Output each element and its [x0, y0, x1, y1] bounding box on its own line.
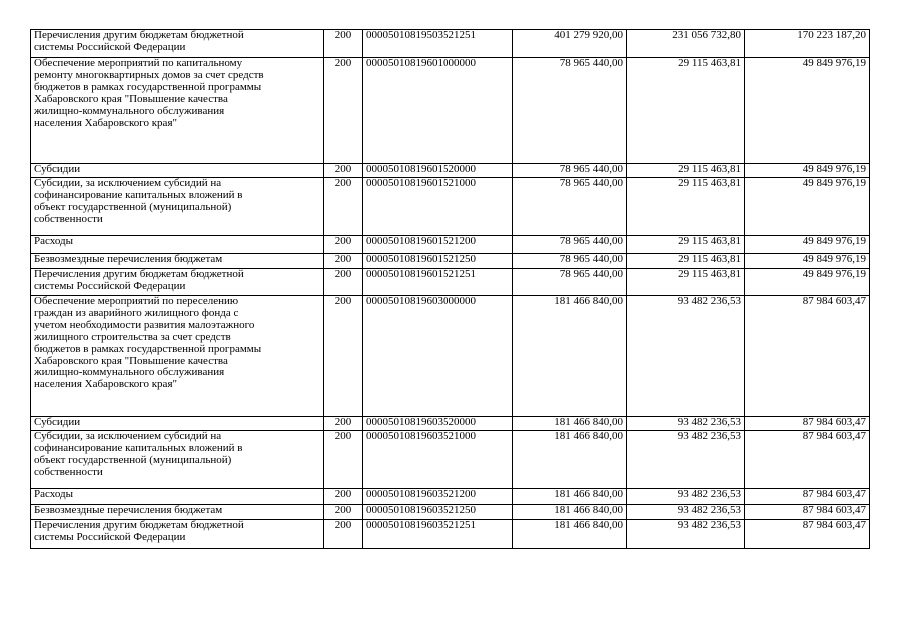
cell-remainder-amount: 87 984 603,47	[745, 431, 870, 489]
table-row	[31, 505, 870, 520]
cell-executed-amount: 93 482 236,53	[627, 417, 745, 431]
cell-budget-code: 00005010819601521000	[363, 178, 513, 236]
cell-remainder-amount: 49 849 976,19	[745, 236, 870, 254]
table-body	[31, 30, 870, 549]
cell-name: Расходы	[31, 489, 324, 505]
cell-remainder-amount: 87 984 603,47	[745, 520, 870, 549]
cell-remainder-amount: 49 849 976,19	[745, 269, 870, 296]
cell-budget-code: 00005010819603000000	[363, 296, 513, 417]
cell-name: Субсидии, за исключением субсидий на софинансирование капитальных вложений в объект государственной (муниципальной) собственности	[31, 431, 324, 489]
cell-approved-amount: 78 965 440,00	[513, 269, 627, 296]
cell-approved-amount: 78 965 440,00	[513, 178, 627, 236]
table-row	[31, 296, 870, 417]
cell-remainder-amount: 87 984 603,47	[745, 417, 870, 431]
budget-expenditure-table	[30, 29, 870, 549]
cell-budget-code: 00005010819603521250	[363, 505, 513, 520]
cell-approved-amount: 181 466 840,00	[513, 431, 627, 489]
cell-admin-code: 200	[324, 489, 363, 505]
cell-approved-amount: 181 466 840,00	[513, 520, 627, 549]
cell-admin-code: 200	[324, 431, 363, 489]
cell-executed-amount: 29 115 463,81	[627, 164, 745, 178]
cell-remainder-amount: 49 849 976,19	[745, 164, 870, 178]
cell-executed-amount: 29 115 463,81	[627, 236, 745, 254]
table-row	[31, 489, 870, 505]
cell-budget-code: 00005010819603521251	[363, 520, 513, 549]
cell-remainder-amount: 87 984 603,47	[745, 505, 870, 520]
cell-executed-amount: 29 115 463,81	[627, 254, 745, 269]
cell-executed-amount: 29 115 463,81	[627, 58, 745, 164]
cell-budget-code: 00005010819503521251	[363, 30, 513, 58]
cell-budget-code: 00005010819603521200	[363, 489, 513, 505]
table-row	[31, 417, 870, 431]
cell-admin-code: 200	[324, 178, 363, 236]
cell-budget-code: 00005010819601521250	[363, 254, 513, 269]
cell-name: Субсидии, за исключением субсидий на софинансирование капитальных вложений в объект государственной (муниципальной) собственности	[31, 178, 324, 236]
cell-executed-amount: 93 482 236,53	[627, 505, 745, 520]
table-row	[31, 254, 870, 269]
cell-executed-amount: 93 482 236,53	[627, 489, 745, 505]
cell-budget-code: 00005010819601520000	[363, 164, 513, 178]
cell-admin-code: 200	[324, 58, 363, 164]
cell-admin-code: 200	[324, 254, 363, 269]
cell-name: Обеспечение мероприятий по переселению граждан из аварийного жилищного фонда с учетом необходимости развития малоэтажного жилищного строительства за счет средств бюджетов в рамках государственной программы Хабаровского края "Повышение качества жилищно-коммунального обслуживания населения Хабаровского края"	[31, 296, 324, 417]
table-row	[31, 431, 870, 489]
table-row	[31, 58, 870, 164]
cell-approved-amount: 401 279 920,00	[513, 30, 627, 58]
table-row	[31, 30, 870, 58]
table-row	[31, 236, 870, 254]
cell-executed-amount: 231 056 732,80	[627, 30, 745, 58]
cell-budget-code: 00005010819601521251	[363, 269, 513, 296]
cell-name: Субсидии	[31, 164, 324, 178]
table-row	[31, 520, 870, 549]
cell-executed-amount: 29 115 463,81	[627, 269, 745, 296]
cell-name: Безвозмездные перечисления бюджетам	[31, 505, 324, 520]
cell-budget-code: 00005010819601000000	[363, 58, 513, 164]
cell-name: Перечисления другим бюджетам бюджетной системы Российской Федерации	[31, 269, 324, 296]
cell-approved-amount: 181 466 840,00	[513, 505, 627, 520]
cell-approved-amount: 181 466 840,00	[513, 296, 627, 417]
cell-remainder-amount: 49 849 976,19	[745, 178, 870, 236]
cell-executed-amount: 93 482 236,53	[627, 431, 745, 489]
cell-admin-code: 200	[324, 296, 363, 417]
cell-budget-code: 00005010819601521200	[363, 236, 513, 254]
cell-admin-code: 200	[324, 505, 363, 520]
cell-admin-code: 200	[324, 30, 363, 58]
cell-admin-code: 200	[324, 520, 363, 549]
cell-approved-amount: 181 466 840,00	[513, 417, 627, 431]
cell-admin-code: 200	[324, 236, 363, 254]
cell-budget-code: 00005010819603520000	[363, 417, 513, 431]
cell-admin-code: 200	[324, 269, 363, 296]
cell-name: Перечисления другим бюджетам бюджетной системы Российской Федерации	[31, 30, 324, 58]
cell-admin-code: 200	[324, 164, 363, 178]
cell-name: Перечисления другим бюджетам бюджетной системы Российской Федерации	[31, 520, 324, 549]
table-row	[31, 178, 870, 236]
cell-remainder-amount: 87 984 603,47	[745, 489, 870, 505]
cell-remainder-amount: 87 984 603,47	[745, 296, 870, 417]
cell-approved-amount: 78 965 440,00	[513, 164, 627, 178]
cell-executed-amount: 29 115 463,81	[627, 178, 745, 236]
cell-admin-code: 200	[324, 417, 363, 431]
cell-executed-amount: 93 482 236,53	[627, 296, 745, 417]
cell-name: Расходы	[31, 236, 324, 254]
cell-remainder-amount: 170 223 187,20	[745, 30, 870, 58]
cell-name: Безвозмездные перечисления бюджетам	[31, 254, 324, 269]
table-row	[31, 164, 870, 178]
cell-approved-amount: 78 965 440,00	[513, 254, 627, 269]
cell-approved-amount: 78 965 440,00	[513, 58, 627, 164]
cell-name: Обеспечение мероприятий по капитальному ремонту многоквартирных домов за счет средств бюджетов в рамках государственной программы Хабаровского края "Повышение качества жилищно-коммунального обслуживания населения Хабаровского края"	[31, 58, 324, 164]
table-row	[31, 269, 870, 296]
cell-approved-amount: 181 466 840,00	[513, 489, 627, 505]
cell-budget-code: 00005010819603521000	[363, 431, 513, 489]
cell-executed-amount: 93 482 236,53	[627, 520, 745, 549]
document-page	[30, 29, 870, 549]
cell-approved-amount: 78 965 440,00	[513, 236, 627, 254]
cell-remainder-amount: 49 849 976,19	[745, 254, 870, 269]
cell-name: Субсидии	[31, 417, 324, 431]
cell-remainder-amount: 49 849 976,19	[745, 58, 870, 164]
